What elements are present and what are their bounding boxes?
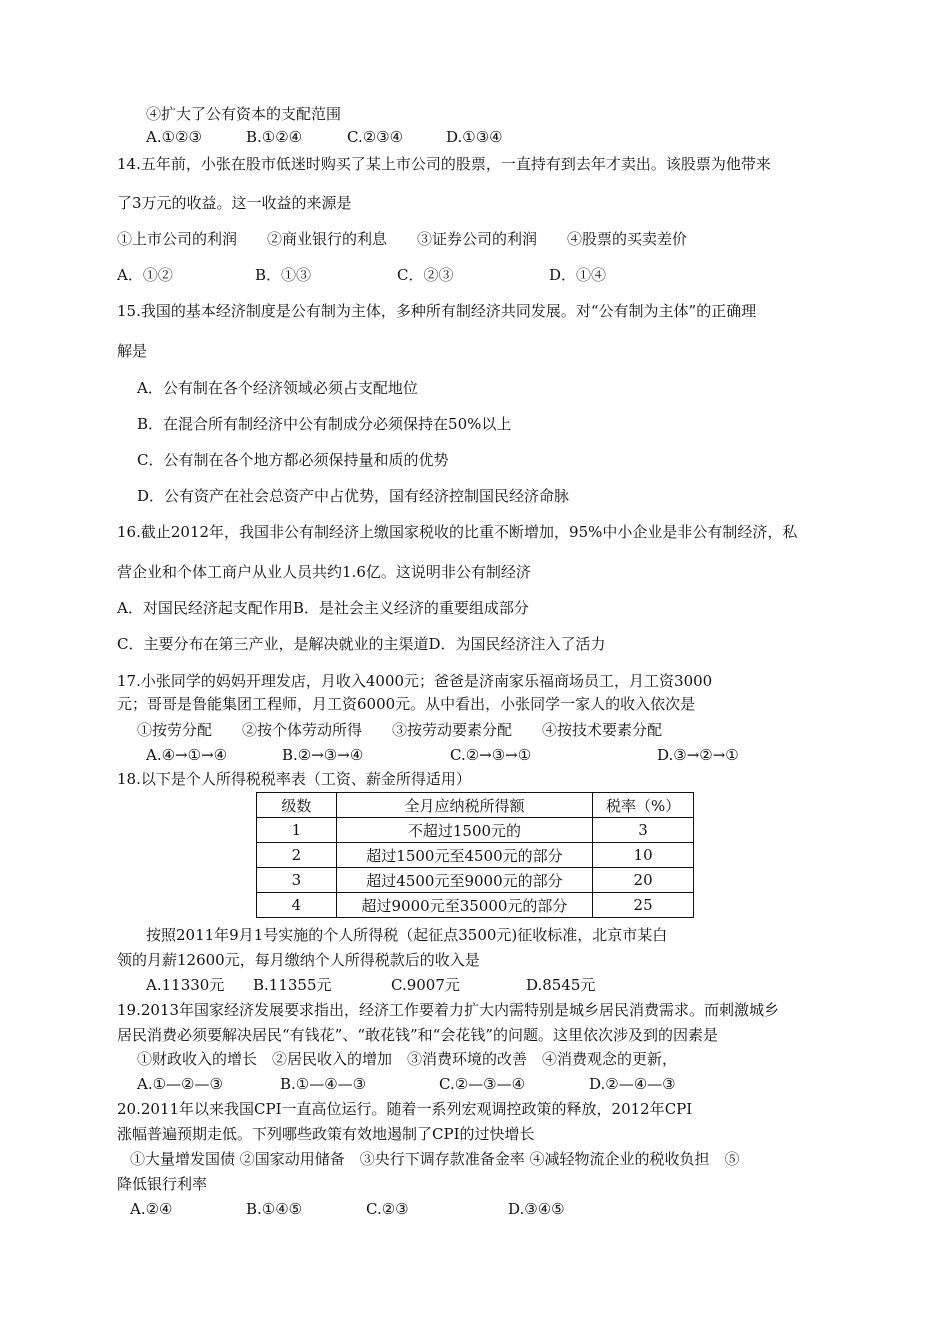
option-a: A.11330元: [146, 976, 225, 994]
option-d: D.②—④—③: [589, 1075, 676, 1093]
q20-stem-line2: 涨幅普遍预期走低。下列哪些政策有效地遏制了CPI的过快增长: [117, 1125, 535, 1143]
table-row: [257, 868, 694, 893]
q17-stem-line1: 17.小张同学的妈妈开理发店，月收入4000元；爸爸是济南家乐福商场员工，月工资3000: [117, 672, 713, 690]
table-cell: 1: [257, 818, 337, 843]
q19-stem-line2: 居民消费必须要解决居民“有钱花”、“敢花钱”和“会花钱”的问题。这里依次涉及到的因素是: [117, 1026, 719, 1044]
option-c: C.②③④: [347, 128, 404, 146]
option-d: D.8545元: [526, 976, 596, 994]
option-d: D.③→②→①: [657, 746, 739, 764]
table-header: 级数: [257, 793, 337, 818]
table-row: [257, 843, 694, 868]
option-d: D.③④⑤: [508, 1200, 565, 1218]
option-b: B.②→③→④: [282, 746, 364, 764]
q16-stem-line2: 营企业和个体工商户从业人员共约1.6亿。这说明非公有制经济: [117, 563, 531, 581]
q18-stem-line2: 领的月薪12600元，每月缴纳个人所得税款后的收入是: [117, 951, 480, 969]
q18-title: 18.以下是个人所得税税率表（工资、薪金所得适用）: [117, 770, 471, 788]
option-b: B.①—④—③: [280, 1075, 367, 1093]
option-d: D．①④: [549, 266, 607, 284]
q16-options-line1: A．对国民经济起支配作用B．是社会主义经济的重要组成部分: [117, 599, 529, 617]
q16-stem-line1: 16.截止2012年，我国非公有制经济上缴国家税收的比重不断增加，95%中小企业是非公有制经济，私: [117, 523, 798, 541]
table-cell: 25: [593, 893, 694, 918]
q14-stem-line1: 14.五年前，小张在股市低迷时购买了某上市公司的股票，一直持有到去年才卖出。该股票为他带来: [117, 155, 771, 173]
table-cell: 10: [593, 843, 694, 868]
option-d: D.①③④: [446, 128, 503, 146]
table-row: [257, 893, 694, 918]
q19-items: ①财政收入的增长 ②居民收入的增加 ③消费环境的改善 ④消费观念的更新，: [137, 1050, 678, 1068]
option-b: B.①④⑤: [246, 1200, 303, 1218]
q13-item-4: ④扩大了公有资本的支配范围: [146, 105, 342, 123]
tax-rate-table: [256, 792, 694, 918]
table-header-row: [257, 793, 694, 818]
option-a: A.①—②—③: [137, 1075, 223, 1093]
table-cell: 3: [257, 868, 337, 893]
table-cell: 超过1500元至4500元的部分: [336, 843, 592, 868]
q15-option-d: D．公有资产在社会总资产中占优势，国有经济控制国民经济命脉: [137, 487, 570, 505]
table-cell: 超过4500元至9000元的部分: [336, 868, 592, 893]
option-c: C.9007元: [391, 976, 460, 994]
table-cell: 不超过1500元的: [336, 818, 592, 843]
q18-stem-line1: 按照2011年9月1号实施的个人所得税（起征点3500元)征收标准，北京市某白: [146, 926, 668, 944]
table-cell: 2: [257, 843, 337, 868]
table-header: 税率（%）: [593, 793, 694, 818]
q16-options-line2: C．主要分布在第三产业，是解决就业的主渠道D．为国民经济注入了活力: [117, 635, 606, 653]
option-b: B．①③: [255, 266, 312, 284]
table-cell: 4: [257, 893, 337, 918]
option-c: C．②③: [397, 266, 454, 284]
option-b: B.11355元: [253, 976, 332, 994]
q15-option-b: B．在混合所有制经济中公有制成分必须保持在50%以上: [137, 415, 512, 433]
q20-stem-line1: 20.2011年以来我国CPI一直高位运行。随着一系列宏观调控政策的释放，2012年CPI: [117, 1100, 693, 1118]
option-c: C.②—③—④: [439, 1075, 526, 1093]
option-c: C.②③: [366, 1200, 409, 1218]
option-a: A.②④: [130, 1200, 173, 1218]
q14-items: ①上市公司的利润 ②商业银行的利息 ③证券公司的利润 ④股票的买卖差价: [117, 230, 688, 248]
q14-stem-line2: 了3万元的收益。这一收益的来源是: [117, 194, 352, 212]
q19-stem-line1: 19.2013年国家经济发展要求指出，经济工作要着力扩大内需特别是城乡居民消费需求。而刺激城乡: [117, 1001, 780, 1019]
q15-stem-line1: 15.我国的基本经济制度是公有制为主体，多种所有制经济共同发展。对“公有制为主体”的正确理: [117, 302, 757, 320]
q20-items-line1: ①大量增发国债 ②国家动用储备 ③央行下调存款准备金率 ④减轻物流企业的税收负担 ⑤: [130, 1150, 740, 1168]
q15-option-c: C．公有制在各个地方都必须保持量和质的优势: [137, 451, 449, 469]
q15-option-a: A．公有制在各个经济领域必须占支配地位: [137, 379, 418, 397]
option-c: C.②→③→①: [450, 746, 532, 764]
table-cell: 20: [593, 868, 694, 893]
option-a: A．①②: [117, 266, 173, 284]
q20-items-line2: 降低银行利率: [117, 1175, 208, 1193]
option-a: A.④→①→④: [146, 746, 228, 764]
q17-items: ①按劳分配 ②按个体劳动所得 ③按劳动要素分配 ④按技术要素分配: [137, 721, 663, 739]
option-a: A.①②③: [146, 128, 202, 146]
option-b: B.①②④: [246, 128, 303, 146]
table-row: [257, 818, 694, 843]
table-cell: 3: [593, 818, 694, 843]
table-header: 全月应纳税所得额: [336, 793, 592, 818]
q17-stem-line2: 元；哥哥是鲁能集团工程师，月工资6000元。从中看出，小张同学一家人的收入依次是: [117, 695, 696, 713]
q15-stem-line2: 解是: [117, 342, 148, 360]
table-cell: 超过9000元至35000元的部分: [336, 893, 592, 918]
